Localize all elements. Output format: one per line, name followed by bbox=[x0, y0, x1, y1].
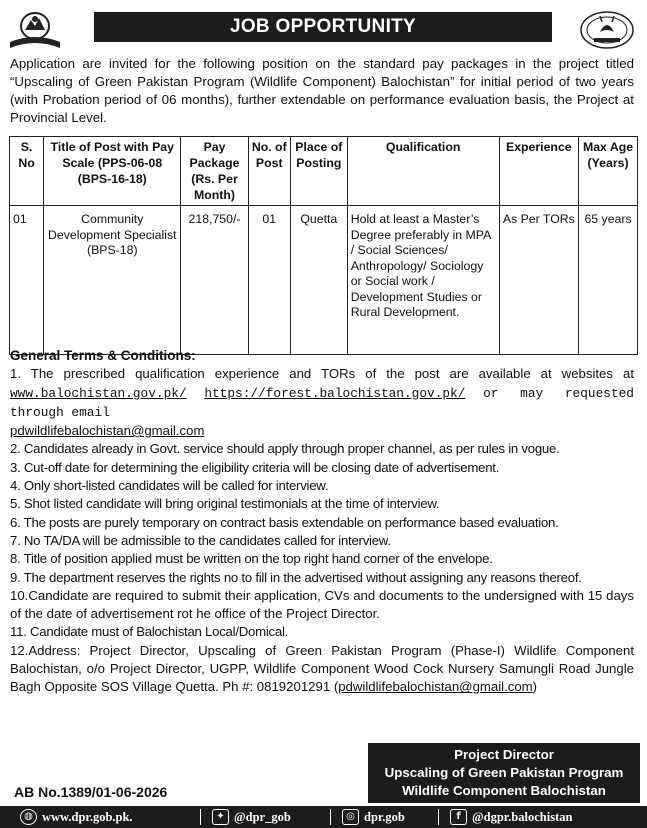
cell-place: Quetta bbox=[290, 206, 347, 355]
term-1-text: 1. The prescribed qualification experience and TORs of the post are available at websites at bbox=[10, 366, 634, 382]
terms-section bbox=[10, 347, 634, 697]
cell-sno: 01 bbox=[10, 206, 44, 355]
cell-title: Community Development Specialist (BPS-18) bbox=[44, 206, 181, 355]
footer-facebook[interactable] bbox=[450, 809, 572, 825]
email-link[interactable]: pdwildlifebalochistan@gmail.com bbox=[10, 423, 205, 439]
header-age: Max Age (Years) bbox=[579, 137, 638, 206]
footer-divider bbox=[330, 809, 331, 825]
footer-instagram[interactable] bbox=[342, 809, 405, 825]
footer-twitter[interactable] bbox=[212, 809, 291, 825]
twitter-text: @dpr_gob bbox=[234, 809, 291, 824]
term-1-mid: or may requested through email bbox=[10, 385, 634, 420]
term-item-9: 9. The department reserves the rights no to fill in the advertised without assigning any reasons thereof. bbox=[10, 569, 582, 585]
term-item-7: 7. No TA/DA will be admissible to the candidates called for interview. bbox=[10, 532, 391, 548]
page-title: JOB OPPORTUNITY bbox=[94, 12, 552, 42]
term-item-10: 10.Candidate are required to submit their application, CVs and documents to the undersigned with 15 days of the date of advertisement rot he office of the Project Director. bbox=[10, 587, 634, 622]
table-row bbox=[10, 206, 638, 355]
term-item-6: 6. The posts are purely temporary on contract basis extendable on performance based evaluation. bbox=[10, 514, 559, 530]
signature-line-2: Upscaling of Green Pakistan Program bbox=[384, 765, 624, 780]
positions-table bbox=[9, 136, 638, 355]
footer-website[interactable] bbox=[20, 809, 133, 825]
header-pay: Pay Package (Rs. Per Month) bbox=[181, 137, 248, 206]
signature-line-1: Project Director bbox=[454, 747, 554, 762]
globe-icon: ◍ bbox=[20, 809, 37, 825]
term-item-4: 4. Only short-listed candidates will be called for interview. bbox=[10, 478, 329, 494]
cell-pay: 218,750/- bbox=[181, 206, 248, 355]
cell-count: 01 bbox=[248, 206, 290, 355]
term-item-3: 3. Cut-off date for determining the eligibility criteria will be closing date of advertisement. bbox=[10, 459, 500, 475]
instagram-text: dpr.gob bbox=[364, 809, 405, 824]
header-experience: Experience bbox=[499, 137, 579, 206]
term-item-8: 8. Title of position applied must be written on the top right hand corner of the envelope. bbox=[10, 551, 493, 567]
balochistan-emblem-logo bbox=[6, 10, 64, 50]
header-sno: S. No bbox=[10, 137, 44, 206]
term-12-end: ) bbox=[532, 679, 538, 695]
term-item-12 bbox=[10, 642, 634, 697]
term-item-1 bbox=[10, 365, 634, 440]
table-header-row bbox=[10, 137, 638, 206]
header-count: No. of Post bbox=[248, 137, 290, 206]
cell-age: 65 years bbox=[579, 206, 638, 355]
footer-divider bbox=[438, 809, 439, 825]
header-title: Title of Post with Pay Scale (PPS-06-08 (BPS-16-18) bbox=[44, 137, 181, 206]
forest-website-link[interactable]: https://forest.balochistan.gov.pk/ bbox=[204, 385, 466, 401]
signature-block bbox=[368, 743, 640, 803]
header-place: Place of Posting bbox=[290, 137, 347, 206]
term-item-5: 5. Shot listed candidate will bring original testimonials at the time of interview. bbox=[10, 496, 440, 512]
intro-paragraph: Application are invited for the following position on the standard pay packages in the project titled “Upscaling of Green Pakistan Program (Wildlife Component) Balochistan” for initial period of two years (with Probation period of 06 months), further extendable on performance evaluation basis, the Project at Provincial Level. bbox=[10, 56, 634, 125]
instagram-icon: ◎ bbox=[342, 809, 359, 825]
balochistan-website-link[interactable]: www.balochistan.gov.pk/ bbox=[10, 385, 187, 401]
footer-bar bbox=[0, 806, 647, 828]
header-qualification: Qualification bbox=[347, 137, 499, 206]
term-item-2: 2. Candidates already in Govt. service should apply through proper channel, as per rules in vogue. bbox=[10, 441, 560, 457]
facebook-text: @dgpr.balochistan bbox=[472, 809, 573, 824]
twitter-icon: ✦ bbox=[212, 809, 229, 825]
terms-heading: General Terms & Conditions: bbox=[10, 348, 196, 363]
ad-number: AB No.1389/01-06-2026 bbox=[14, 784, 168, 800]
term-item-11: 11. Candidate must of Balochistan Local/Domical. bbox=[10, 624, 289, 640]
signature-line-3: Wildlife Component Balochistan bbox=[402, 783, 606, 798]
website-text: www.dpr.gob.pk. bbox=[42, 809, 133, 824]
footer-divider bbox=[200, 809, 201, 825]
address-email-link[interactable]: pdwildlifebalochistan@gmail.com bbox=[338, 679, 533, 695]
term-12-text: 12.Address: Project Director, Upscaling of Green Pakistan Program (Phase-I) Wildlife Component Balochistan, o/o Project Director, UGPP, Wildlife Component Wood Cock Nursery Samungli Road Jungle Bagh Opposite SOS Village Quetta. Ph #: 0819201291 ( bbox=[10, 642, 634, 695]
cell-experience: As Per TORs bbox=[499, 206, 579, 355]
cell-qualification: Hold at least a Master’s Degree preferably in MPA / Social Sciences/ Anthropology/ Sociology or Social work / Development Studies or Rural Development. bbox=[347, 206, 499, 355]
facebook-icon: f bbox=[450, 809, 467, 825]
wildlife-department-logo bbox=[578, 10, 636, 50]
